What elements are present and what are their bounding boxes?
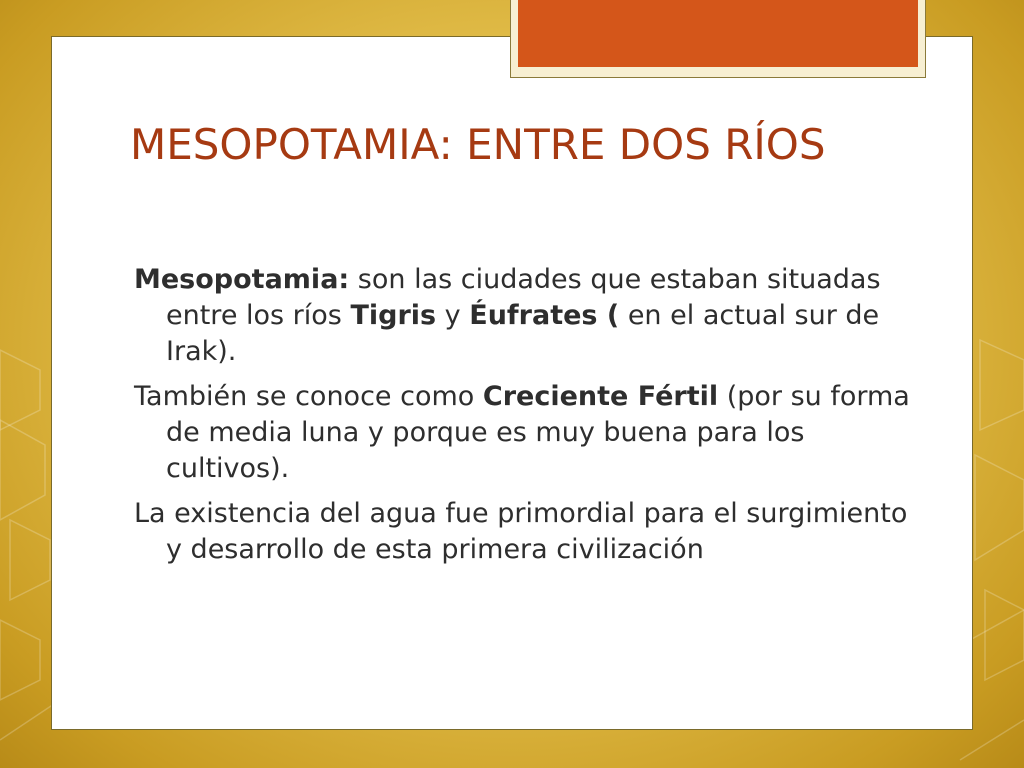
bold-text: Mesopotamia: xyxy=(134,264,350,295)
slide-title: MESOPOTAMIA: ENTRE DOS RÍOS xyxy=(130,120,826,169)
slide-body xyxy=(134,262,914,577)
body-paragraph xyxy=(134,496,914,568)
body-text: La existencia del agua fue primordial para el surgimiento y desarrollo de esta primera civilización xyxy=(134,498,908,565)
body-text: También se conoce como xyxy=(134,381,483,412)
body-text: y xyxy=(436,300,470,331)
accent-bar xyxy=(518,0,918,67)
bold-text: Tigris xyxy=(350,300,437,331)
body-paragraph xyxy=(134,379,914,487)
body-text: en el actual sur de Irak). xyxy=(166,300,880,367)
bold-text: Éufrates ( xyxy=(469,300,620,331)
body-text: son las ciudades que estaban situadas entre los ríos xyxy=(166,264,881,331)
body-paragraph xyxy=(134,262,914,370)
body-text: (por su forma de media luna y porque es muy buena para los cultivos). xyxy=(166,381,910,484)
bold-text: Creciente Fértil xyxy=(482,381,719,412)
